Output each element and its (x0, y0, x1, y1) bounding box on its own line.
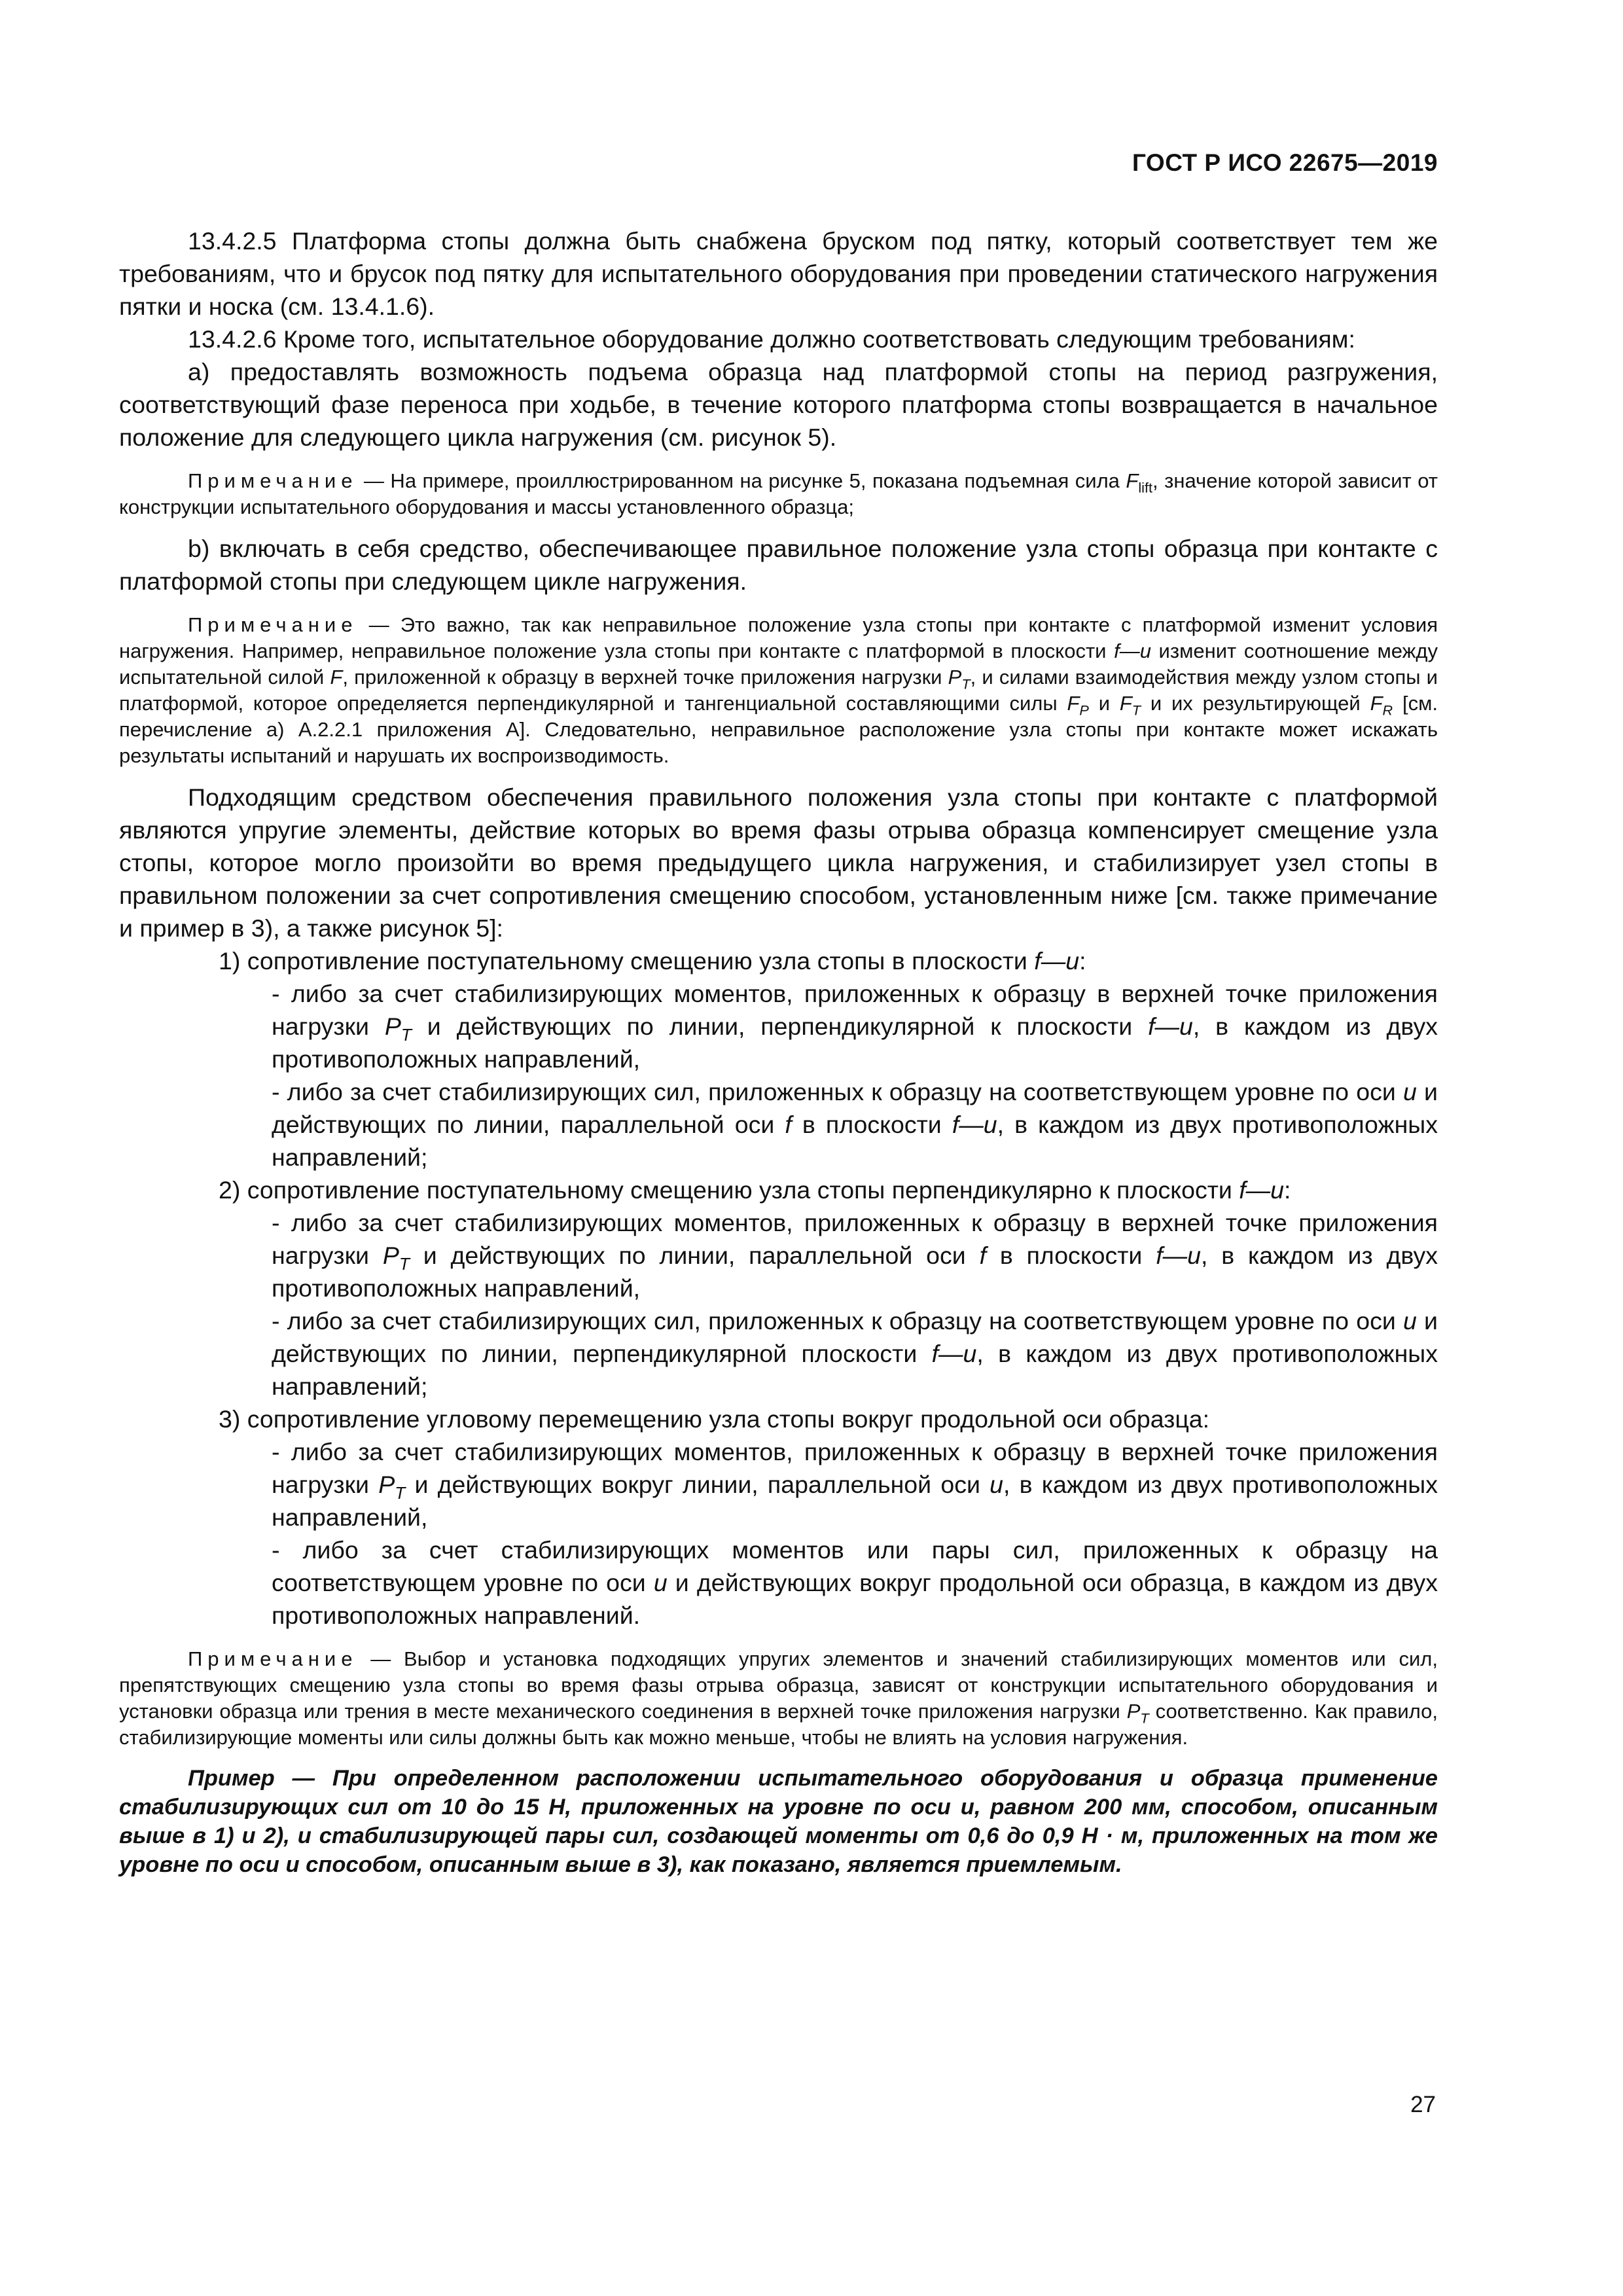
note-3: Примечание — Выбор и установка подходящих упругих элементов и значений стабилизирующих моментов или сил, препятствующих смещению узла стопы во время фазы отрыва образца, зависят от конструкции испытательного оборудования и установки образца или трения в месте механического соединения в верхней точке приложения нагрузки $P_T$ соответственно. Как правило, стабилизирующие моменты или силы должны быть как можно меньше, чтобы не влиять на условия нагружения. (119, 1647, 1438, 1749)
note-label: Примечание (188, 469, 358, 492)
list-item-a: а) предоставлять возможность подъема образца над платформой стопы на период разгружения, соответствующий фазе переноса при ходьбе, в течение которого платформа стопы возвращается в начальное положение для следующего цикла нагружения (см. рисунок 5). (119, 358, 1438, 451)
paragraph-stabilization: Подходящим средством обеспечения правильного положения узла стопы при контакте с платформой являются упругие элементы, действие которых во время фазы отрыва образца компенсирует смещение узла стопы, которое могло произойти во время предыдущего цикла нагружения, и стабилизирует узел стопы в правильном положении за счет сопротивления смещению способом, установленным ниже [см. также примечание и пример в 3), а также рисунок 5]: (119, 783, 1438, 942)
note-1: Примечание — На примере, проиллюстрированном на рисунке 5, показана подъемная сила $F_{lift}$, значение которой зависит от конструкции испытательного оборудования и массы установленного образца; (119, 469, 1438, 518)
note-label: Примечание (188, 613, 358, 636)
list-item-b: b) включать в себя средство, обеспечивающее правильное положение узла стопы образца при контакте с платформой стопы при следующем цикле нагружения. (119, 535, 1438, 595)
page-number: 27 (1410, 2092, 1436, 2117)
paragraph-13-4-2-5: 13.4.2.5 Платформа стопы должна быть снабжена бруском под пятку, который соответствует тем же требованиям, что и брусок под пятку для испытательного оборудования при проведении статического нагружения пятки и носка (см. 13.4.1.6). (119, 227, 1438, 320)
document-code: ГОСТ Р ИСО 22675—2019 (1132, 149, 1438, 176)
list-dash-3a: - либо за счет стабилизирующих моментов, приложенных к образцу в верхней точке приложения нагрузки $P_T$ и действующих вокруг линии, параллельной оси u, в каждом из двух противоположных направлений, (272, 1438, 1438, 1531)
note-label: Примечание (188, 1647, 358, 1670)
list-dash-1b: - либо за счет стабилизирующих сил, приложенных к образцу на соответствующем уровне по оси u и действующих по линии, параллельной оси f в плоскости f—u, в каждом из двух противоположных направлений; (272, 1078, 1438, 1171)
page-content (119, 224, 1438, 1879)
list-dash-2a: - либо за счет стабилизирующих моментов, приложенных к образцу в верхней точке приложения нагрузки $P_T$ и действующих по линии, параллельной оси f в плоскости f—u, в каждом из двух противоположных направлений, (272, 1209, 1438, 1302)
list-item-2: 2) сопротивление поступательному смещению узла стопы перпендикулярно к плоскости f—u: (219, 1176, 1291, 1204)
list-dash-1a: - либо за счет стабилизирующих моментов, приложенных к образцу в верхней точке приложения нагрузки $P_T$ и действующих по линии, перпендикулярной к плоскости f—u, в каждом из двух противоположных направлений, (272, 980, 1438, 1073)
list-dash-3b: - либо за счет стабилизирующих моментов или пары сил, приложенных к образцу на соответствующем уровне по оси u и действующих вокруг продольной оси образца, в каждом из двух противоположных направлений. (272, 1536, 1438, 1629)
paragraph-13-4-2-6: 13.4.2.6 Кроме того, испытательное оборудование должно соответствовать следующим требованиям: (188, 325, 1355, 353)
list-dash-2b: - либо за счет стабилизирующих сил, приложенных к образцу на соответствующем уровне по оси u и действующих по линии, перпендикулярной плоскости f—u, в каждом из двух противоположных направлений; (272, 1307, 1438, 1400)
list-item-1: 1) сопротивление поступательному смещению узла стопы в плоскости f—u: (219, 947, 1086, 975)
list-item-3: 3) сопротивление угловому перемещению узла стопы вокруг продольной оси образца: (219, 1405, 1210, 1433)
example-paragraph: Пример — При определенном расположении испытательного оборудования и образца применение стабилизирующих сил от 10 до 15 Н, приложенных на уровне по оси u, равном 200 мм, способом, описанным выше в 1) и 2), и стабилизирующей пары сил, создающей моменты от 0,6 до 0,9 Н · м, приложенных на том же уровне по оси и способом, описанным выше в 3), как показано, является приемлемым. (119, 1766, 1438, 1877)
note-2: Примечание — Это важно, так как неправильное положение узла стопы при контакте с платформой изменит условия нагружения. Например, неправильное положение узла стопы при контакте с платформой в плоскости f—u изменит соотношение между испытательной силой F, приложенной к образцу в верхней точке приложения нагрузки $P_T$, и силами взаимодействия между узлом стопы и платформой, которое определяется перпендикулярной и тангенциальной составляющими силы $F_P$ и $F_T$ и их результирующей $F_R$ [см. перечисление а) А.2.2.1 приложения А]. Следовательно, неправильное расположение узла стопы при контакте может искажать результаты испытаний и нарушать их воспроизводимость. (119, 613, 1438, 767)
